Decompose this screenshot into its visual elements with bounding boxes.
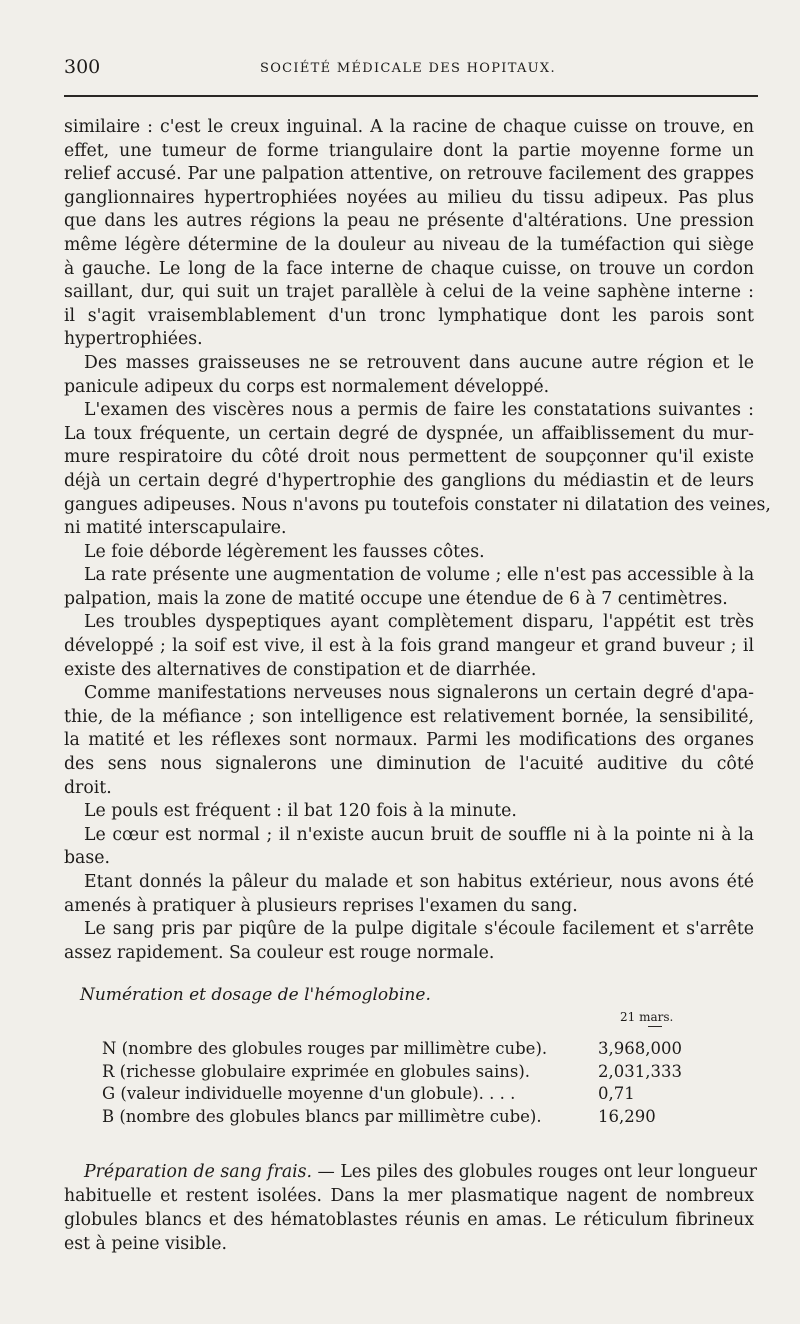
preparation-paragraph [64,1160,757,1256]
text-line: base. [64,848,110,869]
text-line: effet, une tumeur de forme triangulaire dont la partie moyenne forme un [64,140,754,161]
text-line [64,1160,757,1184]
row-label: B (nombre des globules blancs par millimètre cube). [102,1106,542,1126]
row-value: 16,290 [598,1106,656,1126]
text-line: La rate présente une augmentation de volume ; elle n'est pas accessible à la [84,565,755,586]
table-row [102,1106,702,1129]
table-row [102,1083,702,1106]
text-line: Les troubles dyspeptiques ayant complètement disparu, l'appétit est très [84,612,754,633]
row-label: R (richesse globulaire exprimée en globules sains). [102,1061,531,1081]
text-line: même légère détermine de la douleur au niveau de la tuméfaction qui siège [64,234,754,255]
text-line: déjà un certain degré d'hypertrophie des ganglions du médiastin et de leurs [64,470,754,491]
text-line: La toux fréquente, un certain degré de dyspnée, un affaiblissement du mur- [64,423,754,444]
text-line: Le sang pris par piqûre de la pulpe digitale s'écoule facilement et s'arrête [84,919,754,940]
text-line: développé ; la soif est vive, il est à la fois grand mangeur et grand buveur ; il [64,636,754,657]
text-line: globules blancs et des hématoblastes réunis en amas. Le réticulum fibrineux [64,1210,754,1230]
text-line: Le foie déborde légèrement les fausses côtes. [84,541,485,562]
text-line: Le pouls est fréquent : il bat 120 fois à la minute. [84,801,517,822]
blood-count-table [102,1038,702,1128]
text-line: Des masses graisseuses ne se retrouvent dans aucune autre région et le [84,352,754,373]
text-line: Etant donnés la pâleur du malade et son habitus extérieur, nous avons été [84,872,754,892]
text-line: panicule adipeux du corps est normalement développé. [64,376,550,397]
preparation-lead-rest: — Les piles des globules rouges ont leur longueur [312,1162,757,1182]
text-line: thie, de la méfiance ; son intelligence est relativement bornée, la sensibilité, [64,706,754,727]
text-line: gangues adipeuses. Nous n'avons pu toutefois constater ni dilatation des veines, [64,494,771,515]
text-line: est à peine visible. [64,1234,227,1254]
date-rule [648,1026,662,1027]
section-title: Numération et dosage de l'hémoglobine. [80,985,431,1005]
text-line: Le cœur est normal ; il n'existe aucun bruit de souffle ni à la pointe ni à la [84,824,754,845]
header-rule [64,95,758,97]
text-line: droit. [64,777,112,798]
measurement-date: 21 mars. [620,1010,674,1024]
row-label: G (valeur individuelle moyenne d'un globule). . . . [102,1084,516,1103]
text-line: la matité et les réflexes sont normaux. Parmi les modifications des organes [64,730,754,751]
page-number: 300 [64,56,101,78]
text-line: des sens nous signalerons une diminution de l'acuité auditive du côté [64,754,754,775]
text-line: mure respiratoire du côté droit nous permettent de soupçonner qu'il existe [64,447,754,468]
text-line: relief accusé. Par une palpation attentive, on retrouve facilement des grappes [64,164,754,185]
text-line: ni matité interscapulaire. [64,518,287,539]
text-line: habituelle et restent isolées. Dans la mer plasmatique nagent de nombreux [64,1186,754,1206]
text-line: palpation, mais la zone de matité occupe une étendue de 6 à 7 centimètres. [64,588,728,609]
running-head: SOCIÉTÉ MÉDICALE DES HOPITAUX. [260,61,556,76]
table-row [102,1038,702,1061]
text-line: existe des alternatives de constipation et de diarrhée. [64,659,537,680]
row-value: 0,71 [598,1084,635,1103]
text-line: Comme manifestations nerveuses nous signalerons un certain degré d'apa- [84,683,754,704]
text-line: saillant, dur, qui suit un trajet parallèle à celui de la veine saphène interne : [64,282,754,303]
row-value: 3,968,000 [598,1039,682,1058]
row-label: N (nombre des globules rouges par millimètre cube). [102,1039,548,1058]
table-row [102,1061,702,1084]
text-line: L'examen des viscères nous a permis de faire les constatations suivantes : [84,400,754,421]
text-line: hypertrophiées. [64,329,203,350]
text-line: assez rapidement. Sa couleur est rouge normale. [64,942,495,963]
preparation-lead: Préparation de sang frais. [84,1162,313,1182]
text-line: ganglionnaires hypertrophiées noyées au milieu du tissu adipeux. Pas plus [64,187,754,208]
text-line: il s'agit vraisemblablement d'un tronc lymphatique dont les parois sont [64,305,754,326]
page-header [64,56,758,82]
text-line: que dans les autres régions la peau ne présente d'altérations. Une pression [64,211,754,232]
text-line: à gauche. Le long de la face interne de chaque cuisse, on trouve un cordon [64,258,754,279]
body-text [64,116,771,965]
row-value: 2,031,333 [598,1061,682,1081]
text-line: similaire : c'est le creux inguinal. A la racine de chaque cuisse on trouve, en [64,117,754,137]
text-line: amenés à pratiquer à plusieurs reprises l'examen du sang. [64,895,578,916]
